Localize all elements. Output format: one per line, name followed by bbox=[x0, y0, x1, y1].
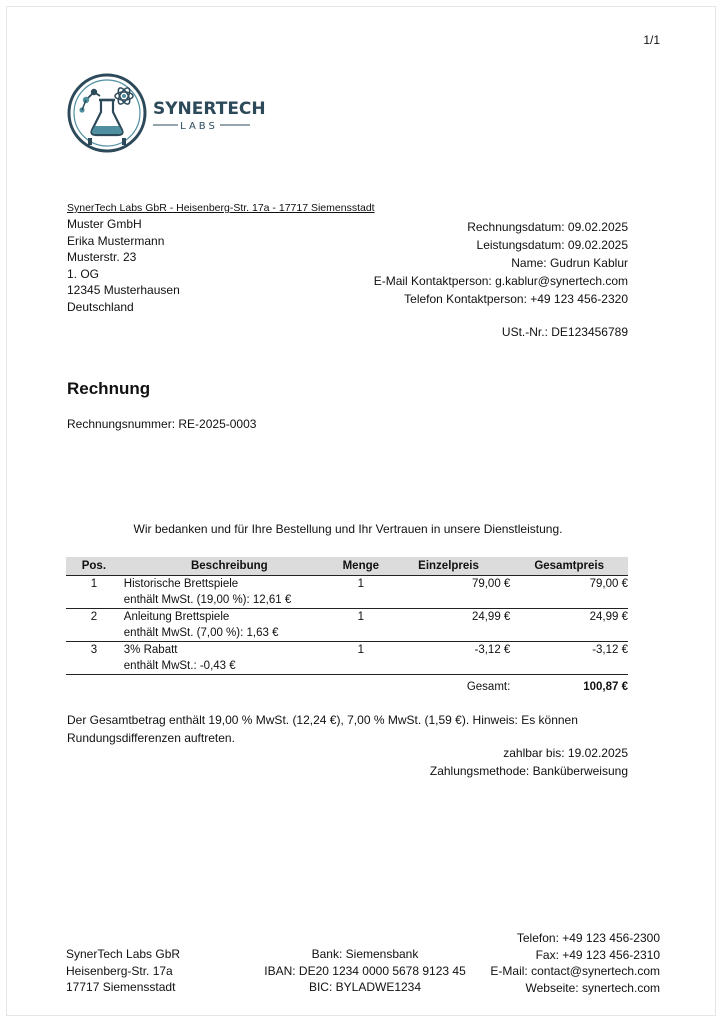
row-desc-title: Historische Brettspiele bbox=[123, 578, 239, 590]
invoice-meta bbox=[330, 218, 628, 308]
footer-line: E-Mail: contact@synertech.com bbox=[490, 964, 660, 978]
footer-line: Heisenberg-Str. 17a bbox=[66, 963, 173, 978]
footer-company bbox=[66, 946, 180, 996]
recipient-line: 12345 Musterhausen bbox=[67, 283, 180, 297]
row-qty: 1 bbox=[335, 576, 387, 609]
recipient-address bbox=[67, 216, 180, 315]
page-number: 1/1 bbox=[643, 33, 660, 47]
invoice-items-table bbox=[66, 557, 628, 695]
table-row bbox=[66, 642, 628, 675]
header-desc: Beschreibung bbox=[122, 557, 335, 576]
recipient-line: 1. OG bbox=[67, 266, 100, 281]
invoice-date: Rechnungsdatum: 09.02.2025 bbox=[467, 220, 628, 234]
payment-method: Zahlungsmethode: Banküberweisung bbox=[429, 764, 628, 778]
recipient-line: Erika Mustermann bbox=[67, 233, 165, 248]
recipient-line: Deutschland bbox=[67, 299, 134, 314]
page-title: Rechnung bbox=[67, 379, 151, 398]
row-unit-price: 79,00 € bbox=[387, 576, 511, 609]
row-qty: 1 bbox=[335, 642, 387, 675]
contact-name: Name: Gudrun Kablur bbox=[511, 256, 628, 270]
row-unit-price: -3,12 € bbox=[387, 642, 511, 675]
row-desc-title: 3% Rabatt bbox=[123, 644, 178, 656]
contact-email: E-Mail Kontaktperson: g.kablur@synertech.com bbox=[373, 274, 628, 288]
total-label: Gesamt: bbox=[387, 675, 511, 696]
row-total-price: -3,12 € bbox=[510, 642, 628, 675]
page-border bbox=[6, 6, 716, 1016]
row-desc bbox=[122, 576, 335, 609]
row-desc bbox=[122, 642, 335, 675]
header-qty: Menge bbox=[335, 557, 387, 576]
total-value: 100,87 € bbox=[510, 675, 628, 696]
row-unit-price: 24,99 € bbox=[387, 609, 511, 642]
footer-line: Fax: +49 123 456-2310 bbox=[535, 947, 660, 962]
logo-graphic bbox=[66, 70, 266, 156]
header-unit: Einzelpreis bbox=[387, 557, 511, 576]
table-row bbox=[66, 576, 628, 609]
contact-phone: Telefon Kontaktperson: +49 123 456-2320 bbox=[404, 292, 628, 306]
table-row bbox=[66, 609, 628, 642]
row-total-price: 24,99 € bbox=[510, 609, 628, 642]
row-pos: 1 bbox=[66, 576, 122, 609]
table-header-row bbox=[66, 557, 628, 576]
row-desc-tax: enthält MwSt.: -0,43 € bbox=[123, 660, 236, 672]
row-qty: 1 bbox=[335, 609, 387, 642]
vat-note: Der Gesamtbetrag enthält 19,00 % MwSt. (12,24 €), 7,00 % MwSt. (1,59 €). Hinweis: Es können Rundungsdifferenzen auftreten. bbox=[67, 713, 578, 745]
footer-line: Webseite: synertech.com bbox=[525, 980, 660, 995]
header-sum: Gesamtpreis bbox=[510, 557, 628, 576]
footer-contact bbox=[420, 930, 660, 996]
recipient-line: Muster GmbH bbox=[67, 217, 142, 231]
row-desc-tax: enthält MwSt. (19,00 %): 12,61 € bbox=[123, 594, 292, 606]
logo-sub: LABS bbox=[180, 121, 218, 132]
intro-text: Wir bedanken und für Ihre Bestellung und Ihr Vertrauen in unsere Dienstleistung. bbox=[133, 522, 563, 536]
row-pos: 3 bbox=[66, 642, 122, 675]
footer-line: IBAN: DE20 1234 0000 5678 9123 45 bbox=[264, 963, 466, 978]
header-pos: Pos. bbox=[66, 557, 122, 576]
footer-line: BIC: BYLADWE1234 bbox=[308, 980, 422, 994]
invoice-number: Rechnungsnummer: RE-2025-0003 bbox=[67, 417, 257, 431]
logo-name: SYNERTECH bbox=[153, 99, 266, 119]
service-date: Leistungsdatum: 09.02.2025 bbox=[476, 238, 628, 252]
row-pos: 2 bbox=[66, 609, 122, 642]
recipient-line: Musterstr. 23 bbox=[67, 250, 137, 264]
footer-line: Bank: Siemensbank bbox=[311, 947, 419, 961]
payment-info bbox=[380, 744, 628, 780]
footer-line: Telefon: +49 123 456-2300 bbox=[516, 931, 660, 945]
sender-address-line: SynerTech Labs GbR - Heisenberg-Str. 17a - 17717 Siemensstadt bbox=[67, 202, 375, 214]
footer-line: SynerTech Labs GbR bbox=[66, 947, 181, 961]
table-total-row bbox=[66, 675, 628, 696]
vat-id: USt.-Nr.: DE123456789 bbox=[501, 325, 628, 339]
footer-line: 17717 Siemensstadt bbox=[66, 980, 176, 994]
row-total-price: 79,00 € bbox=[510, 576, 628, 609]
row-desc bbox=[122, 609, 335, 642]
company-logo bbox=[66, 70, 266, 156]
due-date: zahlbar bis: 19.02.2025 bbox=[503, 746, 628, 760]
row-desc-tax: enthält MwSt. (7,00 %): 1,63 € bbox=[123, 627, 279, 639]
row-desc-title: Anleitung Brettspiele bbox=[123, 611, 230, 623]
